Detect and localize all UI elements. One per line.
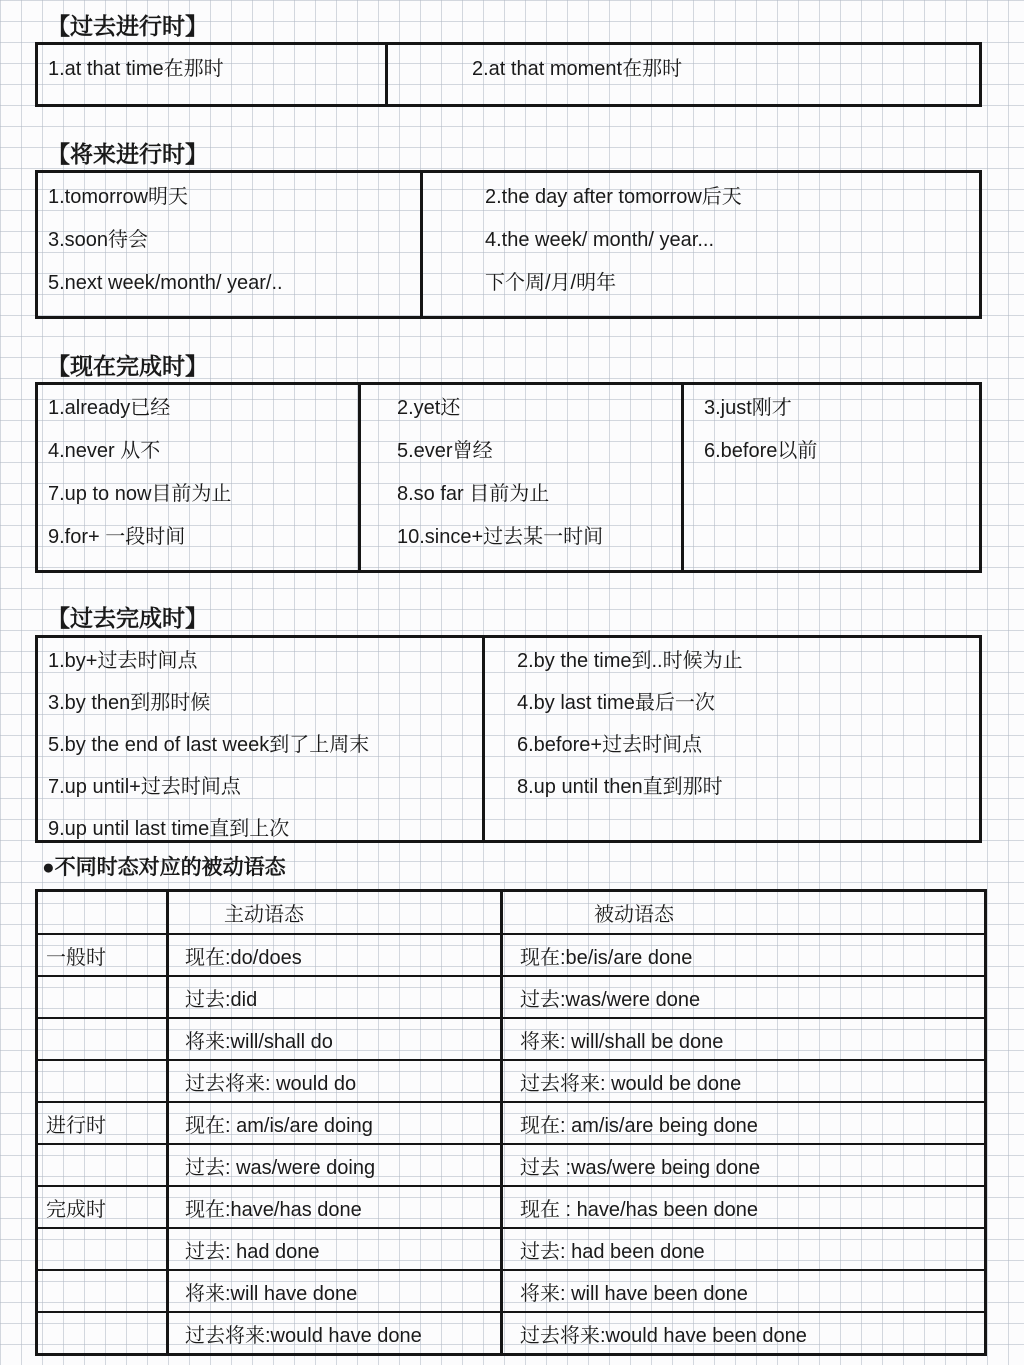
table-cell: 10.since+过去某一时间 (397, 526, 604, 548)
passive-voice-cell: 过去: had been done (500, 1229, 984, 1269)
active-voice-cell: 将来:will/shall do (166, 1019, 500, 1059)
active-voice-cell: 过去:did (166, 977, 500, 1017)
tense-label: 一般时 (46, 946, 106, 969)
table-cell: 3.just刚才 (704, 397, 792, 419)
table-row (38, 1185, 984, 1227)
table-column (482, 638, 979, 840)
passive-voice-cell: 现在 : have/has been done (500, 1187, 984, 1227)
table-cell: 3.by then到那时候 (48, 692, 211, 714)
table-cell: 1.at that time在那时 (48, 58, 224, 80)
table-column (420, 173, 979, 316)
past-progressive-table (35, 42, 982, 107)
table-cell: 1.already已经 (48, 397, 171, 419)
tense-label (38, 1229, 166, 1269)
table-row (38, 1227, 984, 1269)
table-cell: 7.up until+过去时间点 (48, 776, 241, 798)
table-row (38, 1311, 984, 1353)
tense-label (38, 1145, 166, 1185)
table-column (38, 45, 385, 104)
table-cell: 5.ever曾经 (397, 440, 493, 462)
table-column (385, 45, 979, 104)
table-cell: 7.up to now目前为止 (48, 483, 232, 505)
passive-voice-table (35, 889, 987, 1356)
table-cell: 下个周/月/明年 (485, 272, 617, 294)
section-title-past-perfect: 【过去完成时】 (47, 605, 208, 631)
table-row (38, 975, 984, 1017)
table-cell: 4.never 从不 (48, 440, 161, 462)
table-column (38, 385, 358, 570)
passive-voice-cell: 将来: will have been done (500, 1271, 984, 1311)
active-voice-cell: 过去将来:would have done (166, 1313, 500, 1353)
passive-voice-cell: 现在:be/is/are done (500, 935, 984, 975)
tense-label (38, 977, 166, 1017)
table-row (38, 1143, 984, 1185)
table-row (38, 1017, 984, 1059)
active-voice-cell: 现在:do/does (166, 935, 500, 975)
passive-voice-cell: 过去:was/were done (500, 977, 984, 1017)
table-cell: 1.by+过去时间点 (48, 650, 198, 672)
active-voice-cell: 过去将来: would do (166, 1061, 500, 1101)
active-voice-cell: 现在:have/has done (166, 1187, 500, 1227)
table-cell: 5.next week/month/ year/.. (48, 272, 283, 294)
active-voice-cell: 现在: am/is/are doing (166, 1103, 500, 1143)
table-cell: 9.for+ 一段时间 (48, 526, 186, 548)
passive-voice-cell: 过去 :was/were being done (500, 1145, 984, 1185)
present-perfect-table (35, 382, 982, 573)
table-cell: 1.tomorrow明天 (48, 186, 189, 208)
table-row (38, 1059, 984, 1101)
past-perfect-table (35, 635, 982, 843)
section-title-present-perfect: 【现在完成时】 (47, 353, 208, 379)
passive-voice-heading: ●不同时态对应的被动语态 (42, 856, 286, 879)
passive-voice-cell: 过去将来:would have been done (500, 1313, 984, 1353)
table-cell: 9.up until last time直到上次 (48, 818, 290, 840)
table-cell: 3.soon待会 (48, 229, 149, 251)
table-cell: 2.by the time到..时候为止 (517, 650, 743, 672)
tense-label: 完成时 (46, 1198, 106, 1221)
table-cell: 5.by the end of last week到了上周末 (48, 734, 370, 756)
passive-voice-cell: 过去将来: would be done (500, 1061, 984, 1101)
table-row (38, 1101, 984, 1143)
table-cell: 6.before+过去时间点 (517, 734, 703, 756)
table-cell: 2.yet还 (397, 397, 461, 419)
header-tense (38, 892, 166, 933)
table-column (38, 638, 482, 840)
tense-label (38, 1313, 166, 1353)
table-column (38, 173, 420, 316)
section-title-past-progressive: 【过去进行时】 (47, 13, 208, 39)
table-cell: 2.at that moment在那时 (472, 58, 683, 80)
section-title-future-progressive: 【将来进行时】 (47, 141, 208, 167)
table-cell: 2.the day after tomorrow后天 (485, 186, 742, 208)
tense-label: 进行时 (46, 1114, 106, 1137)
tense-label (38, 1019, 166, 1059)
active-voice-cell: 过去: was/were doing (166, 1145, 500, 1185)
passive-voice-cell: 现在: am/is/are being done (500, 1103, 984, 1143)
table-header-row (38, 892, 984, 933)
table-row (38, 933, 984, 975)
active-voice-cell: 将来:will have done (166, 1271, 500, 1311)
future-progressive-table (35, 170, 982, 319)
table-column (681, 385, 979, 570)
active-voice-cell: 过去: had done (166, 1229, 500, 1269)
header-passive-voice: 被动语态 (500, 892, 984, 933)
tense-label (38, 1061, 166, 1101)
table-cell: 8.so far 目前为止 (397, 483, 550, 505)
table-column (358, 385, 681, 570)
table-cell: 6.before以前 (704, 440, 818, 462)
tense-label (38, 1271, 166, 1311)
table-cell: 4.by last time最后一次 (517, 692, 715, 714)
passive-voice-cell: 将来: will/shall be done (500, 1019, 984, 1059)
header-active-voice: 主动语态 (166, 892, 500, 933)
table-cell: 8.up until then直到那时 (517, 776, 723, 798)
table-row (38, 1269, 984, 1311)
table-cell: 4.the week/ month/ year... (485, 229, 715, 251)
